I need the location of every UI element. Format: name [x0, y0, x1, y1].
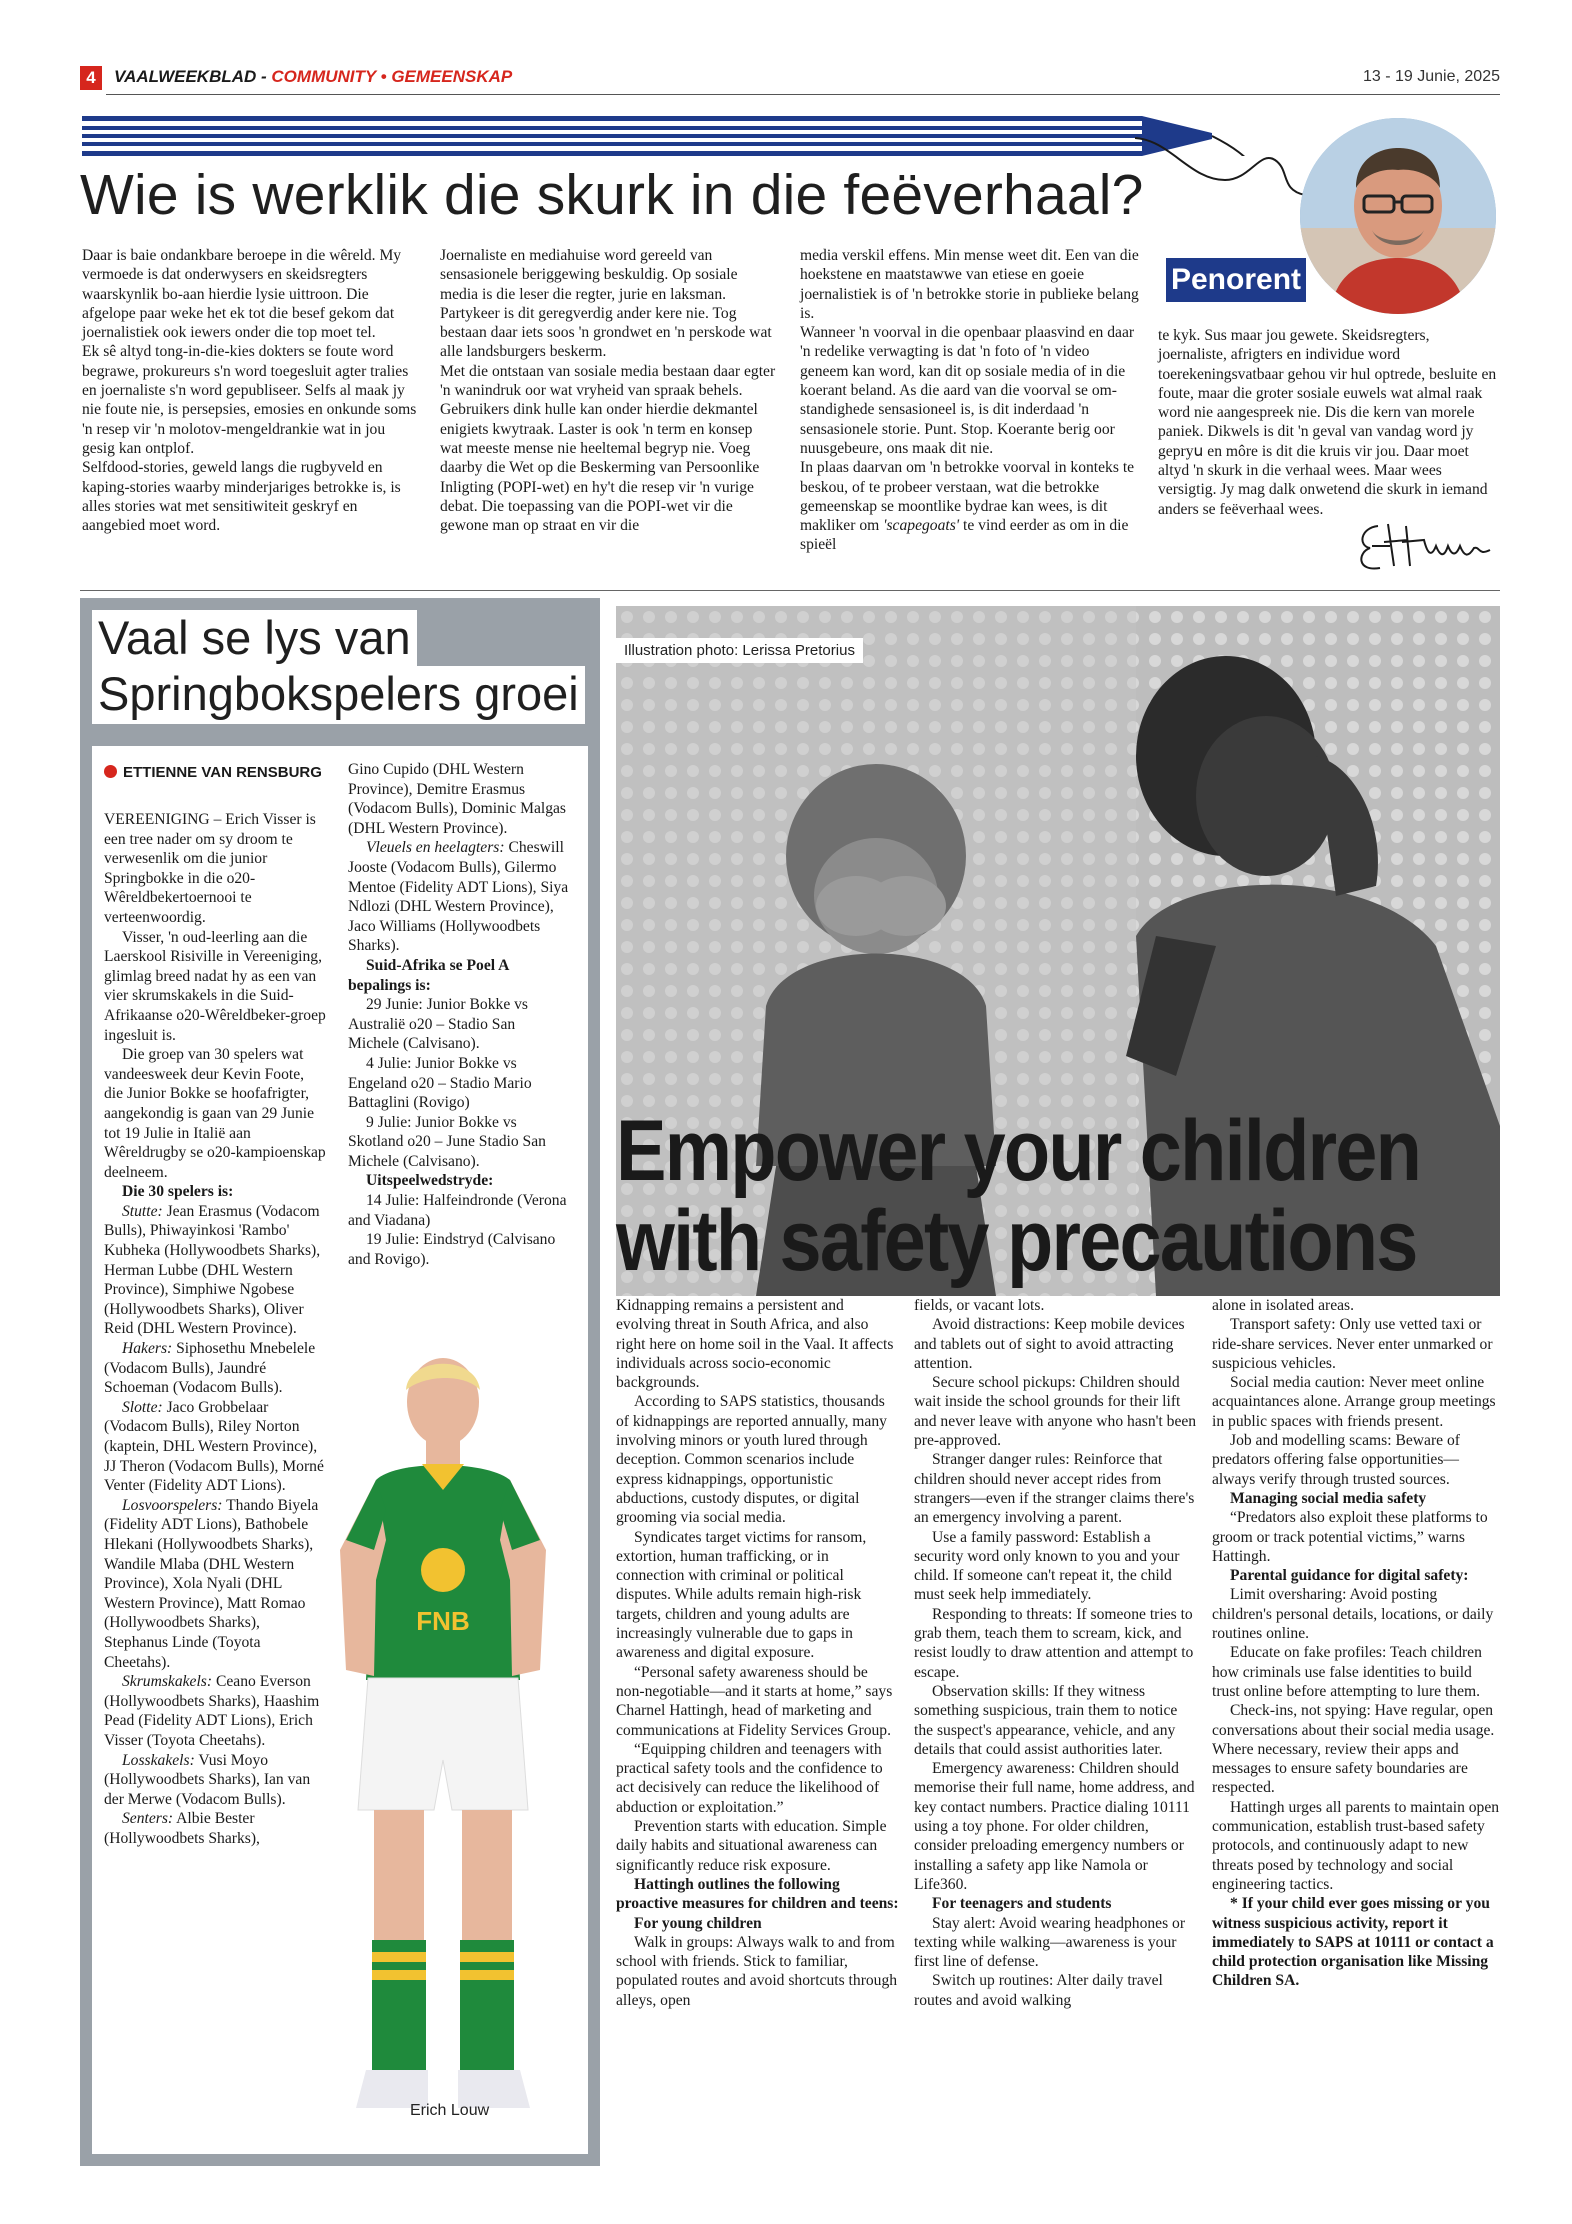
- paragraph: Prevention starts with education. Simple daily habits and situational awareness can significantly reduce risk exposure.: [616, 1818, 887, 1874]
- page-number: 4: [80, 66, 102, 90]
- paragraph: 29 Junie: Junior Bokke vs Australië o20 – Stadio San Michele (Calvisano).: [348, 996, 528, 1053]
- photo-credit: Illustration photo: Lerissa Pretorius: [616, 638, 863, 663]
- player-photo: [316, 1340, 570, 2140]
- safety-headline-2: with safety precautions: [616, 1193, 1417, 1289]
- paragraph: Skrumskakels: Ceano Everson (Hollywoodbets Sharks), Haashim Pead (Fidelity ADT Lions), Erich Visser (Toyota Cheetahs).: [104, 1673, 320, 1749]
- svg-text:FNB: FNB: [416, 1606, 470, 1636]
- safety-text-1: [616, 1296, 900, 2010]
- column-text-3: [800, 246, 1140, 555]
- paragraph: Use a family password: Establish a security word only known to you and your child. If someone can't repeat it, the child must seek help immediately.: [914, 1528, 1180, 1604]
- paragraph: VEREENIGING – Erich Visser is een tree nader om sy droom te verwesenlik om die junior Springbokke in die o20-Wêreldbekertoernooi te verteenwoordig.: [104, 811, 316, 926]
- byline: ETTIENNE VAN RENSBURG: [104, 764, 322, 781]
- page-header: [80, 64, 1500, 94]
- rugby-headline-1: Vaal se lys van: [92, 610, 417, 666]
- paragraph: Met die ontstaan van sosiale media bestaan daar egter 'n wanindruk oor wat vryheid van spraak behels. Gebruikers dink hulle kan onder hierdie dekmantel enigiets kwytraak. Laster is ook 'n term en konsep wat meeste mense nie heeltemal begryp nie. Voeg daarby die Wet op die Beskerming van Persoonlike Inligting (POPI-wet) en hy't die resep vir 'n vurige debat. Die toepassing van die POPI-wet vir die gewone man op straat en vir die: [440, 362, 776, 535]
- paragraph: Managing social media safety: [1230, 1489, 1427, 1507]
- paragraph: Losskakels: Vusi Moyo (Hollywoodbets Sharks), Ian van der Merwe (Vodacom Bulls).: [104, 1751, 311, 1808]
- issue-date: 13 - 19 Junie, 2025: [1363, 68, 1500, 85]
- author-avatar: [1300, 118, 1496, 314]
- column-text-4: [1158, 326, 1498, 519]
- paragraph: media verskil effens. Min mense weet dit. Een van die hoekstene en maatstawwe van etiese en goeie joernalistiek is of 'n betrokke storie in publieke belang is.: [800, 247, 1139, 322]
- paragraph: According to SAPS statistics, thousands of kidnappings are reported annually, many involving minors or youth lured through deception. Common scenarios include express kidnappings, opportunistic abductions, custody disputes, or digital grooming via social media.: [616, 1393, 887, 1527]
- section-divider: [80, 590, 1500, 591]
- rugby-headline-2: Springbokspelers groei: [92, 666, 585, 724]
- paragraph: Hattingh outlines the following proactive measures for children and teens:: [616, 1875, 899, 1913]
- paragraph: Emergency awareness: Children should memorise their full name, home address, and key contact numbers. Practice dialing 10111 using a toy phone. For older children, consider preloading emergency numbers or installing a safety app like Namola or Life360.: [914, 1760, 1195, 1893]
- paragraph: 4 Julie: Junior Bokke vs Engeland o20 – Stadio Mario Battaglini (Rovigo): [348, 1054, 532, 1112]
- paragraph: 9 Julie: Junior Bokke vs Skotland o20 – June Stadio San Michele (Calvisano).: [348, 1113, 546, 1170]
- paragraph: Visser, 'n oud-leerling aan die Laerskool Risiville in Vereeniging, glimlag breed nadat hy as een van vier skrumskakels in die Suid-Afrikaanse o20-Wêreldbeker-groep ingesluit is.: [104, 928, 326, 1044]
- paragraph: Avoid distractions: Keep mobile devices and tablets out of sight to avoid attracting attention.: [914, 1316, 1185, 1372]
- paragraph: Stranger danger rules: Reinforce that children should never accept rides from strangers—even if the stranger claims there's an emergency involving a parent.: [914, 1451, 1195, 1527]
- paragraph: Selfdood-stories, geweld langs die rugbyveld en kaping-stories waarby minderjariges betrokke is, is alles stories wat met sensitiwiteit geskryf en aangebied moet word.: [82, 459, 401, 535]
- paragraph: Wanneer 'n voorval in die openbaar plaasvind en daar 'n redelike verwagting is dat 'n foto of 'n video geneem kan word, kan dit op sosiale media of in die koerant beland. As die aard van die voorval se om-standighede sensasioneel is, is dit inderdaad 'n sensasionele storie. Punt. Stop. Koerante berig oor nuusgebeure, ons maak dit nie.: [800, 324, 1135, 457]
- paragraph: For teenagers and students: [932, 1895, 1112, 1913]
- paragraph: Joernaliste en mediahuise word gereeld van sensasionele beriggewing beskuldig. Op sosiale media is die leser die regter, jurie en laksman. Partykeer is dit geregverdig ander kere nie. Tog bestaan daar iets soos 'n grondwet en 'n perskode wat alle landsburgers beskerm.: [440, 247, 772, 361]
- paragraph: fields, or vacant lots.: [914, 1297, 1045, 1314]
- column-label: Penorent: [1166, 258, 1306, 302]
- paragraph: * If your child ever goes missing or you witness suspicious activity, report it immediately to SAPS at 10111 or contact a child protection organisation like Missing Children SA.: [1212, 1895, 1494, 1990]
- paragraph: Slotte: Jaco Grobbelaar (Vodacom Bulls), Riley Norton (kaptein, DHL Western Province), JJ Theron (Vodacom Bulls), Morné Venter (Fidelity ADT Lions).: [104, 1398, 324, 1495]
- paragraph: In plaas daarvan om 'n betrokke voorval in konteks te beskou, of te probeer verstaan, wat die betrokke gemeenskap se moontlike bydrae kan wees, is dit makliker om 'scapegoats' te vind eerder as om in die spieël: [800, 459, 1135, 554]
- header-rule: [106, 94, 1500, 95]
- paragraph: Stutte: Jean Erasmus (Vodacom Bulls), Phiwayinkosi 'Rambo' Kubheka (Hollywoodbets Sharks), Herman Lubbe (DHL Western Province), Simphiwe Ngobese (Hollywoodbets Sharks), Oliver Reid (DHL Western Province).: [104, 1202, 321, 1338]
- paragraph: Ek sê altyd tong-in-die-kies dokters se foute word begrawe, prokureurs s'n word toegesluit agter tralies en joernaliste s'n word gepubliseer. Selfs al maak jy nie foute nie, is persepsies, emosies en onkunde soms 'n resep vir 'n molotov-mengeldrankie wat in jou gesig kan ontplof.: [82, 343, 417, 457]
- rugby-text-2: [348, 760, 570, 1269]
- paragraph: Check-ins, not spying: Have regular, open conversations about their social media usage. Where necessary, review their apps and messages to ensure safety boundaries are respected.: [1212, 1702, 1495, 1797]
- publication-name: VAALWEEKBLAD - COMMUNITY • GEMEENSKAP: [114, 67, 513, 86]
- safety-headline-1: Empower your children: [616, 1103, 1421, 1199]
- paragraph: Suid-Afrika se Poel A bepalings is:: [348, 956, 509, 994]
- paragraph: Social media caution: Never meet online acquaintances alone. Arrange group meetings in public spaces with friends present.: [1212, 1374, 1496, 1430]
- paragraph: Die 30 spelers is:: [122, 1183, 234, 1201]
- byline-dot-icon: [104, 765, 117, 778]
- paragraph: te kyk. Sus maar jou gewete. Skeidsregters, joernaliste, afrigters en individue word toerekeningsvatbaar gehou vir hul optrede, besluite en foute, maar die groter sosiale euwels wat almal raak word nie aangespreek nie. Dis die kern van morele paniek. Dikwels is dit 'n geval van vandag word jy gepryս en môre is dit die kruis vir jou. Daar moet altyd 'n skurk in die verhaal wees. Maar wees versigtig. Jy mag dalk onwetend die skurk in iemand anders se feëverhaal wees.: [1158, 327, 1497, 518]
- paragraph: Die groep van 30 spelers wat vandeesweek deur Kevin Foote, die Junior Bokke se hoofafrigter, aangekondig is gaan van 29 Junie tot 19 Julie in Italië aan Wêreldrugby se o20-kampioenskap deelneem.: [104, 1046, 326, 1181]
- paragraph: Responding to threats: If someone tries to grab them, teach them to scream, kick, and resist loudly to draw attention and attempt to escape.: [914, 1605, 1194, 1681]
- paragraph: Hattingh urges all parents to maintain open communication, establish trust-based safety protocols, and continuously adapt to new threats posed by technology and social engineering tactics.: [1212, 1798, 1500, 1893]
- paragraph: Senters: Albie Bester (Hollywoodbets Sharks),: [104, 1810, 260, 1847]
- paragraph: “Personal safety awareness should be non-negotiable—and it starts at home,” says Charnel Hattingh, head of marketing and communications at Fidelity Services Group.: [616, 1663, 893, 1739]
- paragraph: Educate on fake profiles: Teach children how criminals use false identities to build trust online before attempting to lure them.: [1212, 1644, 1482, 1700]
- paragraph: Secure school pickups: Children should wait inside the school grounds for their lift and never leave with anyone who hasn't been pre-approved.: [914, 1374, 1197, 1450]
- paragraph: Daar is baie ondankbare beroepe in die wêreld. My vermoede is dat onderwysers en skeidsregters waarskynlik bo-aan hierdie lysie uittroon. Die afgelope paar weke het ek tot die besef gekom dat joernalistiek ook iewers onder die top moet tel.: [82, 247, 402, 342]
- paragraph: Kidnapping remains a persistent and evolving threat in South Africa, and also right here on home soil in the Vaal. It affects individuals across socio-economic backgrounds.: [616, 1297, 894, 1392]
- paragraph: Losvoorspelers: Thando Biyela (Fidelity ADT Lions), Bathobele Hlekani (Hollywoodbets Sharks), Wandile Mlaba (DHL Western Province), Xola Nyali (DHL Western Province), Matt Romao (Hollywoodbets Sharks), Stephanus Linde (Toyota Cheetahs).: [104, 1496, 319, 1671]
- column-text-2: [440, 246, 776, 535]
- paragraph: Transport safety: Only use vetted taxi or ride-share services. Never enter unmarked or suspicious vehicles.: [1212, 1316, 1493, 1372]
- paragraph: 19 Julie: Eindstryd (Calvisano and Rovigo).: [348, 1231, 556, 1268]
- paragraph: Job and modelling scams: Beware of predators offering false opportunities—always verify through trusted sources.: [1212, 1432, 1460, 1488]
- rugby-text-1: [104, 810, 326, 1848]
- paragraph: Switch up routines: Alter daily travel routes and avoid walking: [914, 1972, 1163, 2009]
- paragraph: 14 Julie: Halfeindronde (Verona and Viadana): [348, 1192, 567, 1229]
- safety-text-3: [1212, 1296, 1500, 1991]
- paragraph: Limit oversharing: Avoid posting children's personal details, locations, or daily routines online.: [1212, 1586, 1494, 1643]
- paragraph: For young children: [634, 1914, 762, 1932]
- paragraph: Walk in groups: Always walk to and from school with friends. Stick to familiar, populated routes and avoid shortcuts through alleys, open: [616, 1933, 898, 2009]
- paragraph: “Predators also exploit these platforms to groom or track potential victims,” warns Hattingh.: [1212, 1509, 1488, 1565]
- safety-text-2: [914, 1296, 1198, 2010]
- paragraph: Observation skills: If they witness something suspicious, train them to notice the suspect's appearance, vehicle, and any details that could assist authorities later.: [914, 1682, 1178, 1758]
- player-caption: Erich Louw: [410, 2102, 490, 2119]
- pencil-line: [1130, 120, 1310, 230]
- paragraph: Uitspeelwedstryde:: [366, 1172, 494, 1190]
- paragraph: Syndicates target victims for ransom, extortion, human trafficking, or in connection with criminal or political disputes. While adults remain high-risk targets, children and young adults are increasingly vulnerable due to gaps in awareness and digital exposure.: [616, 1528, 867, 1662]
- paragraph: Stay alert: Avoid wearing headphones or texting while walking—awareness is your first line of defense.: [914, 1914, 1186, 1971]
- paragraph: Vleuels en heelagters: Cheswill Jooste (Vodacom Bulls), Gilermo Mentoe (Fidelity ADT Lions), Siya Ndlozi (DHL Western Province), Jaco Williams (Hollywoodbets Sharks).: [348, 839, 569, 955]
- column-text-1: [82, 246, 418, 535]
- signature: [1350, 516, 1500, 576]
- pencil-graphic: [82, 116, 1262, 156]
- paragraph: Parental guidance for digital safety:: [1230, 1567, 1469, 1585]
- paragraph: Hakers: Siphosethu Mnebelele (Vodacom Bulls), Jaundré Schoeman (Vodacom Bulls).: [104, 1340, 316, 1397]
- paragraph: “Equipping children and teenagers with practical safety tools and the confidence to act decisively can reduce the likelihood of abduction or exploitation.”: [616, 1740, 883, 1816]
- paragraph: alone in isolated areas.: [1212, 1297, 1355, 1314]
- paragraph: Gino Cupido (DHL Western Province), Demitre Erasmus (Vodacom Bulls), Dominic Malgas (DHL Western Province).: [348, 761, 566, 837]
- column-headline: Wie is werklik die skurk in die feëverhaal?: [80, 163, 1144, 227]
